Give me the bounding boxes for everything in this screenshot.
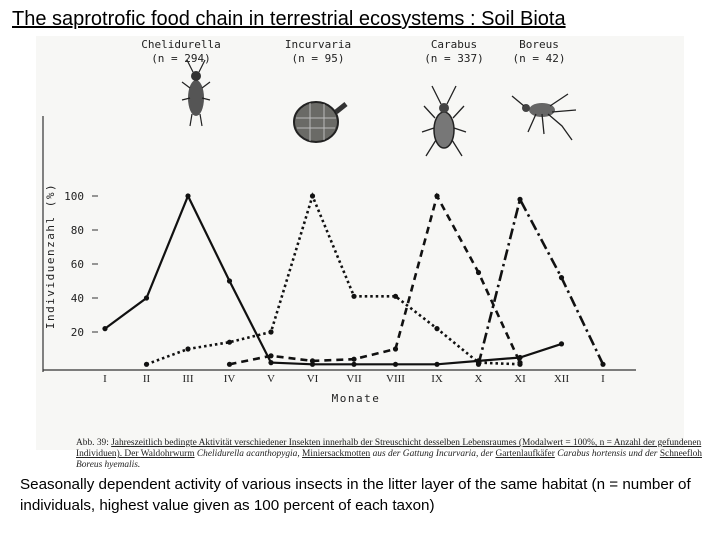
data-point-chelidurella [434,362,439,367]
ground-beetle-icon [422,86,466,156]
y-tick-label: 20 [70,326,84,339]
data-point-carabus [434,193,439,198]
figure-caption-species: Boreus hyemalis. [76,460,141,470]
data-point-carabus [393,346,398,351]
series-label-count: (n = 337) [424,52,484,65]
data-point-chelidurella [351,362,356,367]
y-tick-label: 80 [70,224,84,237]
data-point-chelidurella [393,362,398,367]
data-point-incurvaria [393,294,398,299]
x-tick-label: VII [346,373,362,385]
x-tick-label: I [601,373,605,385]
x-tick-label: X [474,373,483,385]
data-point-carabus [227,362,232,367]
series-label-name: Boreus [519,38,559,51]
x-tick-label: V [267,373,275,385]
x-tick-label: I [103,373,107,385]
data-point-carabus [310,358,315,363]
x-tick-label: III [182,373,194,385]
figure-caption-term: Waldohrwurm [140,449,195,459]
y-tick-label: 100 [64,190,84,203]
data-point-incurvaria [185,346,190,351]
data-point-incurvaria [434,326,439,331]
figure-caption-species: Chelidurella acanthopygia, [194,449,303,459]
data-point-chelidurella [185,193,190,198]
data-point-carabus [351,357,356,362]
x-tick-label: IV [223,373,236,385]
figure-caption-term: Schneefloh [659,449,702,459]
series-line-boreus [479,199,604,364]
figure-caption-term: Miniersackmotten [302,449,371,459]
series-label-count: (n = 95) [291,52,345,65]
x-tick-label: XII [553,373,570,385]
series-label-name: Chelidurella [141,38,221,51]
data-point-carabus [517,360,522,365]
data-point-carabus [268,353,273,358]
slide-title: The saprotrofic food chain in terrestrial ecosystems : Soil Biota [12,8,566,30]
y-tick-label: 60 [70,258,84,271]
moth-case-icon [294,102,346,142]
figure-caption [76,438,716,471]
x-tick-label: II [142,373,151,385]
snow-flea-icon [512,94,576,140]
data-point-chelidurella [559,341,564,346]
earwig-icon [182,60,210,126]
data-point-chelidurella [102,326,107,331]
series-label-name: Carabus [430,38,478,51]
series-line-chelidurella [105,196,562,364]
x-tick-label: VIII [386,373,405,385]
scanned-figure [36,36,702,470]
activity-line-chart [36,36,684,404]
x-axis-title: Monate [331,392,381,404]
x-tick-label: VI [306,373,319,385]
figure-caption-text: Jahreszeitlich bedingte Aktivität verschiedener Insekten innerhalb der Streuschicht desselben Lebensraumes (Modalwert = 100%, n = Anzahl der gefundenen Individuen). Der [76,438,702,459]
y-tick-label: 40 [70,292,84,305]
figure-caption-species: aus der Gattung Incurvaria, der [370,449,496,459]
data-point-incurvaria [268,329,273,334]
series-line-carabus [230,196,521,364]
data-point-incurvaria [227,340,232,345]
figure-caption-label: Abb. 39: [76,438,109,448]
series-label-count: (n = 42) [512,52,566,65]
series-line-incurvaria [147,196,521,364]
data-point-chelidurella [227,278,232,283]
data-point-boreus [600,362,605,367]
x-tick-label: XI [514,373,526,385]
data-point-incurvaria [144,362,149,367]
series-label-name: Incurvaria [284,38,352,51]
data-point-carabus [476,270,481,275]
data-point-incurvaria [310,193,315,198]
data-point-boreus [476,362,481,367]
x-tick-label: IX [431,373,443,385]
data-point-boreus [559,275,564,280]
y-axis-title: Individuenzahl (%) [44,182,57,330]
figure-caption-species: Carabus hortensis und der [554,449,660,459]
data-point-incurvaria [351,294,356,299]
figure-caption-term: Gartenlaufkäfer [495,449,555,459]
slide-caption: Seasonally dependent activity of various insects in the litter layer of the same habitat (n = number of individuals, highest value given as 100 percent of each taxon) [20,476,691,514]
series-label-count: (n = 294) [151,52,211,65]
data-point-chelidurella [144,295,149,300]
data-point-chelidurella [268,360,273,365]
data-point-boreus [517,197,522,202]
